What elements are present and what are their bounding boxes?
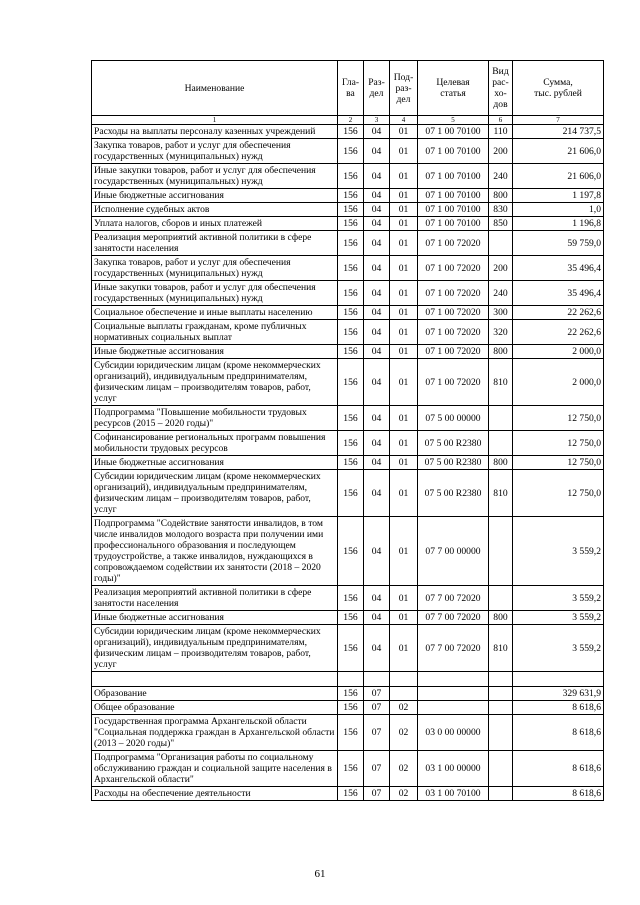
row-summa: 22 262,6 [513, 306, 604, 320]
row-name: Иные бюджетные ассигнования [92, 345, 338, 359]
table-row [92, 139, 604, 164]
column-number: 1 [92, 116, 338, 125]
row-glava: 156 [338, 701, 364, 715]
row-summa: 8 618,6 [513, 715, 604, 751]
row-name: Подпрограмма "Повышение мобильности трудовых ресурсов (2015 – 2020 годы)" [92, 406, 338, 431]
column-number: 6 [489, 116, 513, 125]
row-name: Субсидии юридическим лицам (кроме некоммерческих организаций), индивидуальным предпринимателям, физическим лицам – производителям товаров, работ, услуг [92, 625, 338, 672]
row-vid: 850 [489, 217, 513, 231]
row-summa: 214 737,5 [513, 125, 604, 139]
row-razdel: 04 [364, 470, 390, 517]
row-podrazdel [390, 687, 418, 701]
row-summa: 3 559,2 [513, 586, 604, 611]
row-tselevaya: 07 5 00 00000 [418, 406, 489, 431]
row-vid [489, 751, 513, 787]
row-vid [489, 701, 513, 715]
table-row [92, 189, 604, 203]
row-podrazdel: 01 [390, 306, 418, 320]
row-name: Реализация мероприятий активной политики в сфере занятости населения [92, 231, 338, 256]
row-tselevaya: 07 1 00 70100 [418, 203, 489, 217]
row-glava: 156 [338, 139, 364, 164]
table-row [92, 359, 604, 406]
row-vid: 320 [489, 320, 513, 345]
row-name: Социальное обеспечение и иные выплаты населению [92, 306, 338, 320]
row-podrazdel: 01 [390, 189, 418, 203]
row-name: Социальные выплаты гражданам, кроме публичных нормативных социальных выплат [92, 320, 338, 345]
row-summa: 8 618,6 [513, 751, 604, 787]
row-summa: 35 496,4 [513, 281, 604, 306]
row-glava: 156 [338, 231, 364, 256]
row-razdel: 04 [364, 320, 390, 345]
row-tselevaya: 03 1 00 70100 [418, 787, 489, 801]
row-glava: 156 [338, 125, 364, 139]
row-summa: 3 559,2 [513, 611, 604, 625]
row-summa: 2 000,0 [513, 359, 604, 406]
row-name: Расходы на выплаты персоналу казенных учреждений [92, 125, 338, 139]
row-glava: 156 [338, 611, 364, 625]
row-name: Иные закупки товаров, работ и услуг для обеспечения государственных (муниципальных) нужд [92, 281, 338, 306]
row-vid: 240 [489, 164, 513, 189]
row-name: Подпрограмма "Содействие занятости инвалидов, в том числе инвалидов молодого возраста при получении ими профессионального образования и последующем трудоустройстве, а также инвалидов, нуждающихся в сопровождаемом содействии их занятости (2018 – 2020 годы)" [92, 517, 338, 586]
row-vid: 200 [489, 139, 513, 164]
table-row [92, 306, 604, 320]
row-tselevaya: 07 5 00 R2380 [418, 456, 489, 470]
row-razdel: 04 [364, 189, 390, 203]
row-name: Закупка товаров, работ и услуг для обеспечения государственных (муниципальных) нужд [92, 256, 338, 281]
row-tselevaya [418, 687, 489, 701]
row-tselevaya: 07 1 00 72020 [418, 359, 489, 406]
row-podrazdel: 02 [390, 787, 418, 801]
header-vid: Вид рас- хо- дов [489, 61, 513, 116]
row-tselevaya: 07 7 00 72020 [418, 625, 489, 672]
header-podrazdel: Под- раз- дел [390, 61, 418, 116]
row-podrazdel: 01 [390, 456, 418, 470]
row-glava: 156 [338, 359, 364, 406]
row-razdel: 04 [364, 406, 390, 431]
row-razdel: 07 [364, 687, 390, 701]
row-podrazdel: 01 [390, 231, 418, 256]
row-name: Иные закупки товаров, работ и услуг для обеспечения государственных (муниципальных) нужд [92, 164, 338, 189]
table-body [92, 125, 604, 801]
row-summa: 21 606,0 [513, 139, 604, 164]
row-vid [489, 431, 513, 456]
row-glava: 156 [338, 470, 364, 517]
row-vid: 810 [489, 625, 513, 672]
column-number: 3 [364, 116, 390, 125]
row-razdel: 04 [364, 139, 390, 164]
row-vid: 240 [489, 281, 513, 306]
row-name: Государственная программа Архангельской области "Социальная поддержка граждан в Архангельской области (2013 – 2020 годы)" [92, 715, 338, 751]
row-summa: 1 197,8 [513, 189, 604, 203]
row-name: Исполнение судебных актов [92, 203, 338, 217]
row-vid: 800 [489, 456, 513, 470]
row-vid: 810 [489, 359, 513, 406]
table-row [92, 456, 604, 470]
column-number: 7 [513, 116, 604, 125]
row-podrazdel: 01 [390, 586, 418, 611]
row-razdel: 04 [364, 611, 390, 625]
row-name: Общее образование [92, 701, 338, 715]
row-glava: 156 [338, 320, 364, 345]
row-tselevaya: 07 1 00 72020 [418, 256, 489, 281]
table-row [92, 517, 604, 586]
row-tselevaya: 07 1 00 70100 [418, 125, 489, 139]
row-podrazdel: 01 [390, 625, 418, 672]
row-name: Иные бюджетные ассигнования [92, 611, 338, 625]
header-row [92, 61, 604, 116]
row-summa: 8 618,6 [513, 701, 604, 715]
row-vid: 200 [489, 256, 513, 281]
table-row [92, 231, 604, 256]
row-glava: 156 [338, 751, 364, 787]
row-razdel: 07 [364, 715, 390, 751]
table-row [92, 406, 604, 431]
table-row [92, 611, 604, 625]
row-glava: 156 [338, 203, 364, 217]
row-podrazdel: 01 [390, 217, 418, 231]
row-tselevaya: 07 1 00 72020 [418, 345, 489, 359]
row-podrazdel: 02 [390, 715, 418, 751]
row-glava: 156 [338, 256, 364, 281]
row-tselevaya: 03 1 00 00000 [418, 751, 489, 787]
table-row [92, 256, 604, 281]
row-glava: 156 [338, 406, 364, 431]
table-row [92, 751, 604, 787]
row-vid: 800 [489, 611, 513, 625]
row-vid: 830 [489, 203, 513, 217]
row-vid [489, 672, 513, 687]
row-razdel: 04 [364, 517, 390, 586]
row-glava: 156 [338, 189, 364, 203]
row-vid: 300 [489, 306, 513, 320]
row-summa: 3 559,2 [513, 517, 604, 586]
row-name: Закупка товаров, работ и услуг для обеспечения государственных (муниципальных) нужд [92, 139, 338, 164]
row-vid: 800 [489, 189, 513, 203]
row-name: Уплата налогов, сборов и иных платежей [92, 217, 338, 231]
row-razdel: 04 [364, 306, 390, 320]
row-glava: 156 [338, 787, 364, 801]
row-podrazdel: 01 [390, 517, 418, 586]
row-podrazdel: 02 [390, 751, 418, 787]
row-name: Иные бюджетные ассигнования [92, 189, 338, 203]
row-summa: 1,0 [513, 203, 604, 217]
row-podrazdel: 01 [390, 139, 418, 164]
row-glava: 156 [338, 431, 364, 456]
row-glava: 156 [338, 217, 364, 231]
row-name: Образование [92, 687, 338, 701]
header-tselevaya: Целевая статья [418, 61, 489, 116]
row-tselevaya: 07 1 00 72020 [418, 281, 489, 306]
row-tselevaya [418, 701, 489, 715]
row-vid: 800 [489, 345, 513, 359]
row-podrazdel: 01 [390, 611, 418, 625]
row-vid [489, 715, 513, 751]
row-razdel: 07 [364, 787, 390, 801]
row-name: Реализация мероприятий активной политики в сфере занятости населения [92, 586, 338, 611]
row-podrazdel: 01 [390, 203, 418, 217]
row-summa: 1 196,8 [513, 217, 604, 231]
header-razdel: Раз- дел [364, 61, 390, 116]
column-number: 5 [418, 116, 489, 125]
row-razdel: 04 [364, 431, 390, 456]
row-tselevaya [418, 672, 489, 687]
row-razdel: 04 [364, 217, 390, 231]
column-number: 4 [390, 116, 418, 125]
row-glava: 156 [338, 345, 364, 359]
row-vid: 810 [489, 470, 513, 517]
row-name: Софинансирование региональных программ повышения мобильности трудовых ресурсов [92, 431, 338, 456]
row-razdel: 04 [364, 625, 390, 672]
table-row [92, 217, 604, 231]
row-razdel: 07 [364, 751, 390, 787]
row-glava: 156 [338, 715, 364, 751]
table-row [92, 625, 604, 672]
table-row [92, 320, 604, 345]
row-name: Подпрограмма "Организация работы по социальному обслуживанию граждан и социальной защите населения в Архангельской области" [92, 751, 338, 787]
header-summa: Сумма, тыс. рублей [513, 61, 604, 116]
table-row [92, 203, 604, 217]
row-razdel: 04 [364, 359, 390, 406]
row-podrazdel [390, 672, 418, 687]
row-vid [489, 586, 513, 611]
row-summa: 12 750,0 [513, 456, 604, 470]
table-row [92, 787, 604, 801]
row-tselevaya: 07 1 00 70100 [418, 164, 489, 189]
table-row [92, 470, 604, 517]
row-tselevaya: 07 5 00 R2380 [418, 431, 489, 456]
row-razdel: 04 [364, 231, 390, 256]
header-name: Наименование [92, 61, 338, 116]
row-glava: 156 [338, 164, 364, 189]
row-tselevaya: 07 7 00 00000 [418, 517, 489, 586]
column-number: 2 [338, 116, 364, 125]
row-vid [489, 787, 513, 801]
row-razdel: 04 [364, 256, 390, 281]
row-name [92, 672, 338, 687]
row-summa: 329 631,9 [513, 687, 604, 701]
row-vid [489, 517, 513, 586]
row-vid [489, 231, 513, 256]
row-tselevaya: 07 1 00 72020 [418, 320, 489, 345]
row-name: Иные бюджетные ассигнования [92, 456, 338, 470]
row-podrazdel: 01 [390, 256, 418, 281]
row-tselevaya: 07 7 00 72020 [418, 586, 489, 611]
row-razdel: 04 [364, 586, 390, 611]
row-tselevaya: 07 1 00 70100 [418, 189, 489, 203]
row-podrazdel: 01 [390, 164, 418, 189]
row-summa: 12 750,0 [513, 406, 604, 431]
row-glava: 156 [338, 517, 364, 586]
table-row [92, 431, 604, 456]
row-summa: 35 496,4 [513, 256, 604, 281]
row-summa: 22 262,6 [513, 320, 604, 345]
budget-table [91, 60, 604, 801]
table-row [92, 281, 604, 306]
row-vid: 110 [489, 125, 513, 139]
row-razdel: 04 [364, 203, 390, 217]
row-summa: 12 750,0 [513, 470, 604, 517]
row-tselevaya: 07 7 00 72020 [418, 611, 489, 625]
row-tselevaya: 07 1 00 72020 [418, 306, 489, 320]
page-number: 61 [314, 868, 326, 880]
row-glava: 156 [338, 281, 364, 306]
row-summa: 2 000,0 [513, 345, 604, 359]
row-glava: 156 [338, 306, 364, 320]
row-summa [513, 672, 604, 687]
row-razdel: 04 [364, 345, 390, 359]
row-summa: 59 759,0 [513, 231, 604, 256]
header-glava: Гла- ва [338, 61, 364, 116]
row-glava: 156 [338, 625, 364, 672]
table-row [92, 164, 604, 189]
row-glava [338, 672, 364, 687]
table-row [92, 672, 604, 687]
row-glava: 156 [338, 687, 364, 701]
row-podrazdel: 01 [390, 470, 418, 517]
table-row [92, 715, 604, 751]
table-row [92, 687, 604, 701]
row-podrazdel: 02 [390, 701, 418, 715]
row-tselevaya: 07 1 00 70100 [418, 217, 489, 231]
row-podrazdel: 01 [390, 320, 418, 345]
row-name: Субсидии юридическим лицам (кроме некоммерческих организаций), индивидуальным предпринимателям, физическим лицам – производителям товаров, работ, услуг [92, 470, 338, 517]
table-row [92, 125, 604, 139]
row-razdel: 04 [364, 281, 390, 306]
row-podrazdel: 01 [390, 431, 418, 456]
row-razdel: 07 [364, 701, 390, 715]
row-podrazdel: 01 [390, 125, 418, 139]
row-podrazdel: 01 [390, 406, 418, 431]
column-number-row [92, 116, 604, 125]
row-tselevaya: 03 0 00 00000 [418, 715, 489, 751]
row-podrazdel: 01 [390, 359, 418, 406]
row-name: Субсидии юридическим лицам (кроме некоммерческих организаций), индивидуальным предпринимателям, физическим лицам – производителям товаров, работ, услуг [92, 359, 338, 406]
row-vid [489, 406, 513, 431]
table-row [92, 586, 604, 611]
row-glava: 156 [338, 586, 364, 611]
table-row [92, 701, 604, 715]
row-name: Расходы на обеспечение деятельности [92, 787, 338, 801]
row-tselevaya: 07 1 00 72020 [418, 231, 489, 256]
row-summa: 3 559,2 [513, 625, 604, 672]
row-summa: 21 606,0 [513, 164, 604, 189]
row-razdel: 04 [364, 456, 390, 470]
row-razdel: 04 [364, 164, 390, 189]
row-razdel [364, 672, 390, 687]
row-tselevaya: 07 5 00 R2380 [418, 470, 489, 517]
row-glava: 156 [338, 456, 364, 470]
row-summa: 12 750,0 [513, 431, 604, 456]
table-row [92, 345, 604, 359]
row-razdel: 04 [364, 125, 390, 139]
row-vid [489, 687, 513, 701]
row-podrazdel: 01 [390, 281, 418, 306]
row-podrazdel: 01 [390, 345, 418, 359]
row-summa: 8 618,6 [513, 787, 604, 801]
row-tselevaya: 07 1 00 70100 [418, 139, 489, 164]
